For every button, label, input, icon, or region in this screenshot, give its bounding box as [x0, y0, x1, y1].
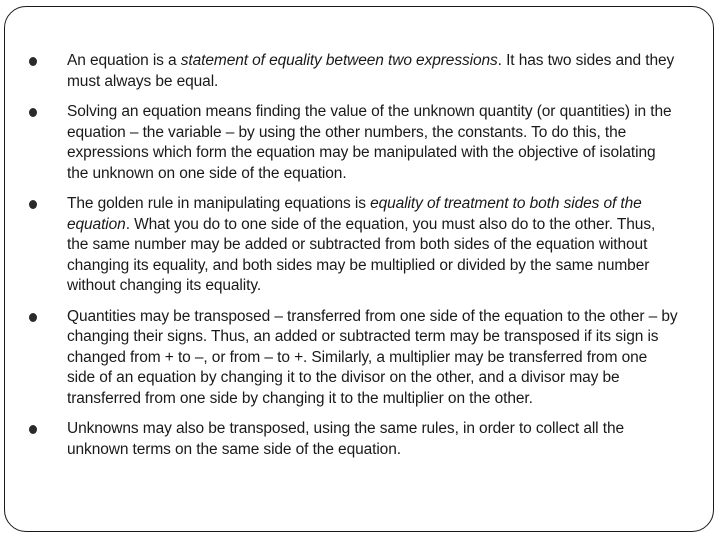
slide-frame: [4, 6, 714, 532]
text-segment: Solving an equation means finding the value of the unknown quantity (or quantities) in the equation – the variable – by using the other numbers, the constants. To do this, the expressions which form the equation may be manipulated with the objective of isolating the unknown on one side of the equation.: [67, 103, 672, 182]
italic-text-segment: equality of treatment to both sides of the equation: [67, 195, 642, 233]
bullet-dot-icon: [29, 57, 37, 66]
bullet-text: [67, 52, 674, 90]
bullet-dot-icon: [29, 425, 37, 434]
bullet-list: [5, 51, 713, 470]
bullet-dot-icon: [29, 108, 37, 117]
bullet-text: [67, 103, 672, 182]
text-segment: . It has two sides and they must always be equal.: [67, 52, 675, 90]
bullet-item: [5, 102, 713, 184]
bullet-text: [67, 420, 624, 458]
text-segment: Unknowns may also be transposed, using the same rules, in order to collect all the unknown terms on the same side of the equation.: [67, 420, 624, 458]
text-segment: . What you do to one side of the equation, you must also do to the other. Thus, the same number may be added or subtracted from both sides of the equation without changing its equality, and both sides may be multiplied or divided by the same number without changing its equality.: [67, 215, 656, 294]
text-segment: The golden rule in manipulating equations is: [67, 195, 371, 212]
bullet-text: [67, 308, 678, 407]
bullet-item: [5, 194, 713, 297]
italic-text-segment: statement of equality between two expressions: [180, 52, 498, 69]
bullet-item: [5, 307, 713, 410]
bullet-text: [67, 195, 655, 294]
bullet-dot-icon: [29, 313, 37, 322]
bullet-dot-icon: [29, 200, 37, 209]
text-segment: Quantities may be transposed – transferred from one side of the equation to the other – by changing their signs. Thus, an added or subtracted term may be transposed if its sign is changed from + to –, or from – to +. Similarly, a multiplier may be transferred from one side of an equation by changing it to the divisor on the other, and a divisor may be transferred from one side by changing it to the multiplier on the other.: [67, 307, 678, 407]
text-segment: An equation is a: [67, 52, 181, 69]
bullet-item: [5, 419, 713, 460]
bullet-item: [5, 51, 713, 92]
